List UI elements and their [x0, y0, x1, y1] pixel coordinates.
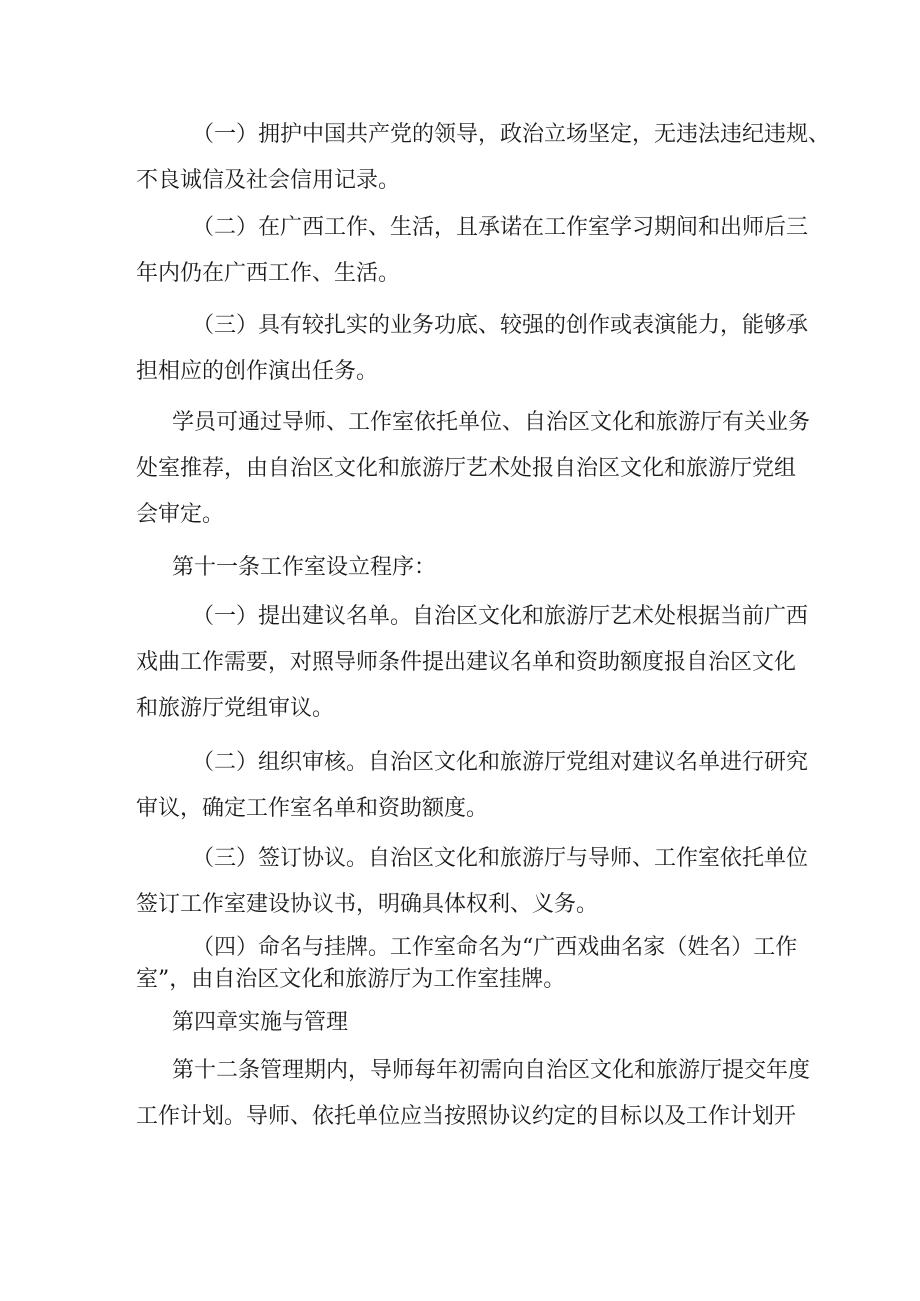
text-line: 第四章实施与管理 [172, 1010, 349, 1035]
text-line: 会审定。 [136, 502, 225, 527]
paragraph-1 [136, 112, 831, 204]
paragraph-3 [136, 303, 812, 395]
text-line: 和旅游厅党组审议。 [136, 696, 335, 721]
article-11-heading [172, 545, 812, 591]
text-line: （一）提出建议名单。自治区文化和旅游厅艺术处根据当前广西 [192, 604, 809, 629]
text-line: 室”，由自治区文化和旅游厅为工作室挂牌。 [136, 967, 566, 992]
text-line: 学员可通过导师、工作室依托单位、自治区文化和旅游厅有关业务 [172, 410, 811, 435]
text-line: （二）组织审核。自治区文化和旅游厅党组对建议名单进行研究 [192, 750, 809, 775]
text-line: 审议，确定工作室名单和资助额度。 [136, 796, 489, 821]
text-line: 第十二条管理期内，导师每年初需向自治区文化和旅游厅提交年度 [172, 1058, 811, 1083]
text-line: （三）签订协议。自治区文化和旅游厅与导师、工作室依托单位 [192, 846, 809, 871]
paragraph-4 [136, 400, 812, 538]
paragraph-11 [136, 1048, 812, 1140]
text-line: 处室推荐，由自治区文化和旅游厅艺术处报自治区文化和旅游厅党组 [136, 456, 797, 481]
text-line: 工作计划。导师、依托单位应当按照协议约定的目标以及工作计划开 [136, 1104, 797, 1129]
text-line: 签订工作室建设协议书，明确具体权利、义务。 [136, 892, 599, 917]
paragraph-6 [136, 594, 812, 732]
text-line: （二）在广西工作、生活，且承诺在工作室学习期间和出师后三 [192, 215, 809, 240]
chapter-4-heading [172, 1000, 812, 1046]
paragraph-9 [136, 932, 812, 996]
text-line: 戏曲工作需要，对照导师条件提出建议名单和资助额度报自治区文化 [136, 650, 797, 675]
paragraph-2 [136, 205, 812, 297]
text-line: 年内仍在广西工作、生活。 [136, 261, 401, 286]
text-line: （四）命名与挂牌。工作室命名为“广西戏曲名家（姓名）工作 [192, 935, 798, 960]
text-line: 不良诚信及社会信用记录。 [136, 168, 401, 193]
text-line: （三）具有较扎实的业务功底、较强的创作或表演能力，能够承 [192, 313, 809, 338]
text-line: 第十一条工作室设立程序： [172, 555, 437, 580]
text-line: 担相应的创作演出任务。 [136, 359, 379, 384]
paragraph-8 [136, 836, 812, 928]
text-line: （一）拥护中国共产党的领导，政治立场坚定，无违法违纪违规、 [192, 122, 831, 147]
paragraph-7 [136, 740, 812, 832]
